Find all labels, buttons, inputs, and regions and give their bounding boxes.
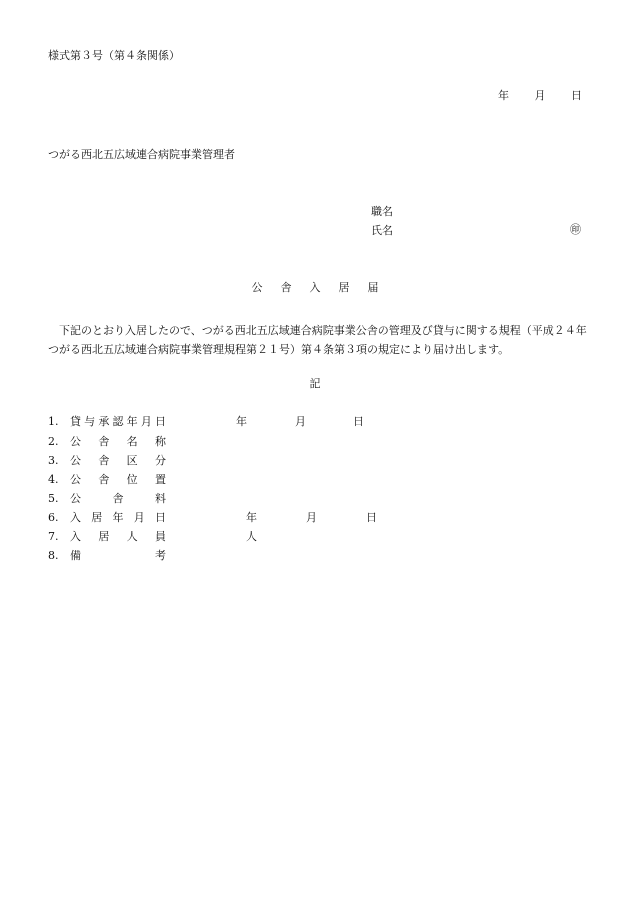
list-item [48,511,377,524]
item-label: 公 舎 名 称 [70,435,166,448]
list-item [48,493,166,504]
item-number: 1. [48,415,59,428]
list-item [48,436,166,447]
item-label: 公 舎 料 [70,492,166,505]
item-day: 日 [353,415,364,428]
item-number: 2. [48,435,59,448]
document-title [0,282,630,293]
date-day: 日 [571,89,582,102]
title-char: 入 [309,281,321,294]
list-item [48,455,166,466]
applicant-title-label: 職名 [371,205,393,218]
title-char: 公 [251,281,263,294]
list-item [48,474,166,485]
date-year: 年 [498,89,509,102]
item-label: 備 考 [70,549,166,562]
item-day: 日 [366,511,377,524]
item-number: 6. [48,511,59,524]
item-number: 7. [48,530,59,543]
title-char: 舎 [280,281,292,294]
item-label: 公 舎 区 分 [70,454,166,467]
list-item [48,530,257,543]
title-char: 届 [367,281,379,294]
item-year: 年 [246,511,257,524]
list-item [48,415,364,428]
form-number: 様式第３号（第４条関係） [48,49,180,62]
item-number: 4. [48,473,59,486]
item-number: 8. [48,549,59,562]
addressee: つがる西北五広域連合病院事業管理者 [48,148,235,161]
item-number: 3. [48,454,59,467]
item-label: 入 居 年 月 日 [70,511,166,524]
item-label: 公 舎 位 置 [70,473,166,486]
seal-mark: ㊞ [570,223,581,236]
item-label: 貸与承認年月日 [70,415,166,428]
item-month: 月 [295,415,306,428]
item-unit: 人 [246,530,257,543]
title-char: 居 [338,281,350,294]
item-number: 5. [48,492,59,505]
list-item [48,550,166,561]
date-month: 月 [534,89,546,102]
applicant-name-label: 氏名 [371,224,393,237]
item-year: 年 [236,415,247,428]
item-label: 入 居 人 員 [70,530,166,543]
body-text: 下記のとおり入居したので、つがる西北五広域連合病院事業公舎の管理及び貸与に関する規程（平成２４年つがる西北五広域連合病院事業管理規程第２１号）第４条第３項の規定により届け出します。 [48,324,587,357]
record-heading: 記 [309,377,321,390]
item-month: 月 [306,511,317,524]
date-line [498,90,582,101]
